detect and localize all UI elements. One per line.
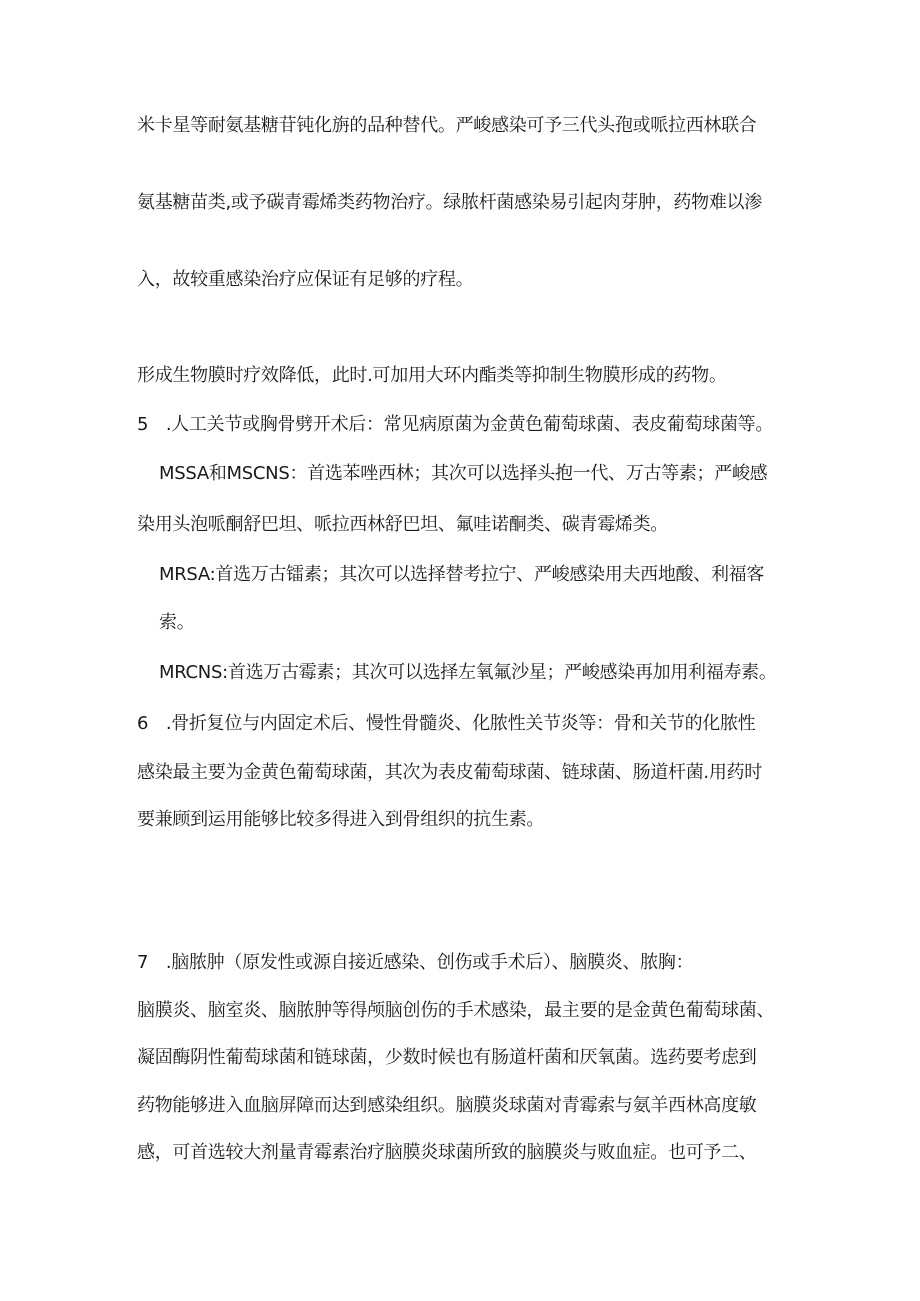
text-line-11: 6 .骨折复位与内固定术后、慢性骨髓炎、化脓性关节炎等：骨和关节的化脓性	[137, 713, 756, 734]
text-line-7: 染用头泡哌酮舒巴坦、哌拉西林舒巴坦、氟哇诺酮类、碳青霉烯类。	[137, 514, 668, 535]
text-line-14: 7 .脑脓肿（原发性或源自接近感染、创伤或手术后）、脑膜炎、脓胸：	[137, 952, 694, 973]
text-line-15: 脑膜炎、脑室炎、脑脓肿等得颅脑创伤的手术感染，最主要的是金黄色葡萄球菌、	[137, 1000, 775, 1021]
text-line-2: 氨基糖苗类,或予碳青霉烯类药物治疗。绿脓杆菌感染易引起肉芽肿，药物难以渗	[137, 192, 762, 213]
text-line-12: 感染最主要为金黄色葡萄球菌，其次为表皮葡萄球菌、链球菌、肠道杆菌.用药时	[137, 762, 762, 783]
text-line-8: MRSA:首选万古镭素；其次可以选择替考拉宁、严峻感染用夫西地酸、利福客	[159, 564, 765, 585]
text-line-1: 米卡星等耐氨基糖苷钝化旃的品种替代。严峻感染可予三代头孢或哌拉西林联合	[137, 115, 757, 136]
text-line-18: 感，可首选较大剂量青霉素治疗脑膜炎球菌所致的脑膜炎与败血症。也可予二、	[137, 1142, 757, 1163]
text-line-6: MSSA和MSCNS：首选苯唑西林；其次可以选择头抱一代、万古等素；严峻感	[159, 463, 768, 484]
text-line-9: 索。	[159, 612, 195, 633]
text-line-16: 凝固酶阴性葡萄球菌和链球菌，少数时候也有肠道杆菌和厌氧菌。选药要考虑到	[137, 1047, 757, 1068]
text-line-4: 形成生物膜时疗效降低，此时.可加用大环内酯类等抑制生物膜形成的药物。	[137, 365, 727, 386]
text-line-13: 要兼顾到运用能够比较多得进入到骨组织的抗生素。	[137, 809, 545, 830]
text-line-10: MRCNS:首选万古霉素；其次可以选择左氧氟沙星；严峻感染再加用利福寿素。	[159, 662, 777, 683]
text-line-3: 入，故较重感染治疗应保证有足够的疗程。	[137, 269, 474, 290]
text-line-17: 药物能够进入血脑屏障而达到感染组织。脑膜炎球菌对青霉索与氨羊西林高度敏	[137, 1095, 757, 1116]
text-line-5: 5 .人工关节或胸骨劈开术后：常见病原菌为金黄色葡萄球菌、表皮葡萄球菌等。	[137, 414, 774, 435]
